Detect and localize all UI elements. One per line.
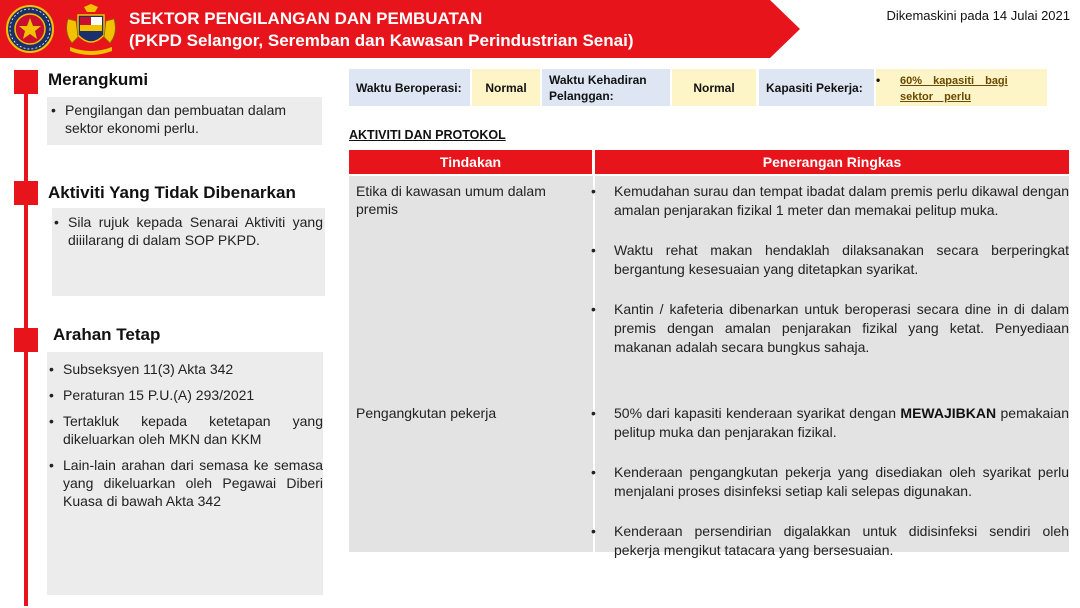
arahan-tetap-title: Arahan Tetap (53, 325, 161, 344)
arahan-tetap-list (47, 352, 323, 510)
row-description (587, 182, 1069, 357)
list-item: • Subseksyen 11(3) Akta 342 (47, 360, 323, 378)
row-action: Etika di kawasan umum dalam premis (356, 183, 546, 217)
page-title (129, 8, 633, 52)
list-item: • Pengilangan dan pembuatan dalam sektor ekonomi perlu. (49, 101, 318, 137)
list-item: • Waktu rehat makan hendaklah dilaksanakan secara berperingkat bergantung kesesuaian yang ditetapkan syarikat. (587, 241, 1069, 279)
col-header-tindakan: Tindakan (349, 150, 592, 174)
malaysia-coat-of-arms-icon (62, 3, 120, 55)
table-row (349, 176, 1069, 398)
row-description (587, 404, 1069, 560)
merangkumi-box (47, 97, 322, 145)
kapasiti-label: Kapasiti Pekerja: (759, 69, 874, 106)
item-text: pemakaian pelitup muka dan penjarakan fizikal. (614, 405, 1069, 440)
waktu-operasi-value: Normal (472, 69, 540, 106)
merangkumi-list (47, 97, 322, 137)
item-text: 50% dari kapasiti kenderaan syarikat dengan (614, 405, 901, 421)
table-row (349, 398, 1069, 558)
list-item: • Kantin / kafeteria dibenarkan untuk beroperasi secara dine in di dalam premis dengan amalan penjarakan fizikal yang ketat. Penyediaan makanan adalah secara bungkus sahaja. (587, 300, 1069, 357)
section-marker (14, 70, 38, 94)
tidak-dibenarkan-title: Aktiviti Yang Tidak Dibenarkan (48, 183, 296, 202)
section-marker (14, 181, 38, 205)
updated-date: Dikemaskini pada 14 Julai 2021 (886, 8, 1070, 23)
list-item: • Kenderaan pengangkutan pekerja yang disediakan oleh syarikat perlu menjalani proses disinfeksi setiap kali selepas digunakan. (587, 463, 1069, 501)
list-item: • Lain-lain arahan dari semasa ke semasa yang dikeluarkan oleh Pegawai Diberi Kuasa di bawah Akta 342 (47, 456, 323, 510)
activities-title: AKTIVITI DAN PROTOKOL (349, 128, 506, 142)
tidak-dibenarkan-list (52, 208, 325, 249)
section-marker (14, 328, 38, 352)
kapasiti-value: 60% kapasiti bagi sektor perlu (900, 75, 1008, 103)
waktu-kehadiran-label: Waktu Kehadiran Pelanggan: (542, 69, 670, 106)
row-action: Pengangkutan pekerja (356, 405, 497, 421)
tidak-dibenarkan-box (52, 208, 325, 296)
list-item: • Kenderaan persendirian digalakkan untuk didisinfeksi sendiri oleh pekerja mengikut tatacara yang bersesuaian. (587, 522, 1069, 560)
col-header-penerangan: Penerangan Ringkas (595, 150, 1069, 174)
list-item: • Tertakluk kepada ketetapan yang dikeluarkan oleh MKN dan KKM (47, 412, 323, 448)
emphasis-text: MEWAJIBKAN (900, 405, 997, 421)
bullet-icon: • (876, 73, 881, 87)
list-item (587, 404, 1069, 442)
arahan-tetap-box (47, 352, 323, 595)
list-item: • Peraturan 15 P.U.(A) 293/2021 (47, 386, 323, 404)
kapasiti-value-cell (876, 69, 1047, 106)
page-title-line1: SEKTOR PENGILANGAN DAN PEMBUATAN (129, 9, 483, 28)
police-emblem-icon (6, 5, 54, 53)
page-title-line2: (PKPD Selangor, Seremban dan Kawasan Perindustrian Senai) (129, 31, 634, 50)
status-bar (349, 69, 1047, 106)
merangkumi-title: Merangkumi (48, 70, 149, 89)
list-item: • Kemudahan surau dan tempat ibadat dalam premis perlu dikawal dengan amalan penjarakan fizikal 1 meter dan memakai pelitup muka. (587, 182, 1069, 220)
waktu-kehadiran-value: Normal (672, 69, 756, 106)
list-item: • Sila rujuk kepada Senarai Aktiviti yang diiilarang di dalam SOP PKPD. (52, 213, 323, 249)
waktu-operasi-label: Waktu Beroperasi: (349, 69, 470, 106)
